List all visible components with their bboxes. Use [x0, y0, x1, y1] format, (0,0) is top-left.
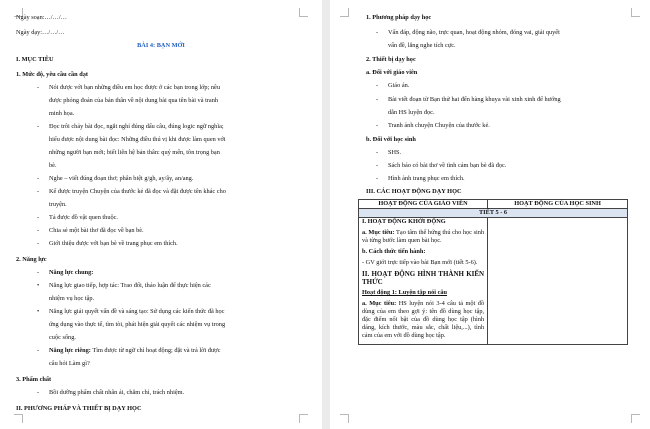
list-item: những người bạn mới; biết liên hệ bản thân: quý mến, tôn trọng bạn — [49, 149, 220, 156]
corner-mark — [299, 8, 308, 17]
list-item: Giáo án. — [388, 82, 410, 89]
table-row — [359, 218, 628, 345]
list-item-text: Tìm được từ ngữ chỉ hoạt động; đặt và trả lời được — [90, 347, 221, 354]
section-heading: I. MỤC TIÊU — [16, 56, 54, 63]
corner-mark — [340, 414, 349, 423]
activity-text: - GV giới trực tiếp vào bài Bạn mới (tiết 5-6). — [362, 259, 478, 266]
bullet-dash: - — [37, 188, 40, 195]
bullet-dash: - — [376, 122, 379, 129]
list-item: SHS. — [388, 149, 402, 156]
activity-heading: I. HOẠT ĐỘNG KHỞI ĐỘNG — [362, 218, 446, 225]
corner-mark — [631, 8, 640, 17]
list-item: được phỏng đoán của bản thân về nội dung bài qua tên bài và tranh — [49, 97, 219, 104]
table-cell-teacher — [359, 218, 488, 345]
list-item: hiểu được nội dung bài đọc: Những điều thú vị khi được làm quen với — [49, 136, 226, 143]
date-prepared: Ngày soạn:…/…/… — [16, 14, 67, 21]
bullet-dash: - — [376, 149, 379, 156]
bullet-dash: - — [37, 175, 40, 182]
list-item: câu hỏi Làm gì? — [49, 360, 90, 367]
objective-label: a. Mục tiêu: — [362, 229, 395, 236]
bullet-dash: - — [376, 162, 379, 169]
table-cell-student — [488, 218, 628, 345]
corner-mark — [340, 8, 349, 17]
subsection-heading: 2. Thiết bị dạy học — [366, 56, 416, 63]
activity-heading: II. HOẠT ĐỘNG HÌNH THÀNH KIẾN THỨC — [362, 270, 485, 286]
table-header-cell: HOẠT ĐỘNG CỦA GIÁO VIÊN — [359, 200, 488, 209]
activity-subheading: b. Cách thức tiến hành: — [362, 248, 426, 255]
corner-mark — [14, 414, 23, 423]
lesson-title: BÀI 4: BẠN MỚI — [137, 42, 185, 49]
list-item: Sách báo có bài thơ về tình cảm bạn bè đã đọc. — [388, 162, 507, 169]
bullet-dash: - — [376, 175, 379, 182]
list-item: Vấn đáp, động não, trực quan, hoạt động nhóm, đóng vai, giải quyết — [388, 29, 560, 36]
objective-label: a. Mục tiêu: — [362, 300, 397, 307]
section-heading: III. CÁC HOẠT ĐỘNG DẠY HỌC — [366, 188, 462, 195]
list-item: dẫn HS luyện đọc. — [388, 109, 435, 116]
list-item: Nghe – viết đúng đoạn thơ; phân biệt g/gh, ay/ây, an/ang. — [49, 175, 194, 182]
objective-text: Tạo tâm thế hứng thú cho học sinh và từng bước làm quen bài học. — [362, 229, 485, 244]
table-header-row — [359, 200, 628, 209]
bullet-dash: - — [37, 214, 40, 221]
list-item — [49, 347, 220, 355]
list-item: Kể được truyện Chuyện của thước kẻ đã đọc và đặt được tên khác cho — [49, 188, 226, 195]
list-item: truyện. — [49, 201, 67, 208]
bullet-dash: - — [37, 227, 40, 234]
list-item: Nói được với bạn những điều em học được ở các bạn trong lớp; nêu — [49, 84, 220, 91]
section-heading: II. PHƯƠNG PHÁP VÀ THIẾT BỊ DẠY HỌC — [16, 405, 142, 412]
list-item-label: Năng lực riêng: — [49, 347, 91, 354]
list-item-label: Năng lực chung: — [49, 269, 94, 276]
subsection-heading: 1. Mức độ, yêu cầu cần đạt — [16, 71, 88, 78]
bullet-dash: - — [37, 123, 40, 130]
list-item: Giới thiệu được với bạn bè về trang phục em thích. — [49, 240, 178, 247]
subsection-heading: 1. Phương pháp dạy học — [366, 14, 432, 21]
bullet-dash: - — [37, 347, 40, 354]
table-row — [359, 209, 628, 218]
bullet-dash: - — [376, 96, 379, 103]
subsection-heading: b. Đối với học sinh — [366, 136, 416, 143]
list-item: Hình ảnh trang phục em thích. — [388, 175, 465, 182]
subsection-heading: 3. Phẩm chất — [16, 376, 52, 383]
bullet-dash: - — [376, 29, 379, 36]
subsection-heading: 2. Năng lực — [16, 256, 47, 263]
bullet-dash: - — [376, 82, 379, 89]
list-item: Tranh ảnh chuyện Chuyện của thước kẻ. — [388, 122, 490, 129]
list-item: Bồi dưỡng phẩm chất nhân ái, chăm chỉ, trách nhiệm. — [49, 389, 185, 396]
list-item: nhiệm vụ học tập. — [49, 295, 95, 302]
list-item: Năng lực giao tiếp, hợp tác: Trao đổi, thảo luận để thực hiện các — [49, 282, 211, 289]
session-label: TIẾT 5 - 6 — [359, 209, 628, 218]
bullet-dash: - — [37, 240, 40, 247]
list-item: ứng dụng vào thực tế, tìm tòi, phát hiện giải quyết các nhiệm vụ trong — [49, 321, 226, 328]
bullet-dash: - — [37, 389, 40, 396]
bullet-dot: • — [37, 308, 40, 315]
activity-text — [362, 300, 484, 344]
list-item: Đọc trôi chảy bài đọc, ngắt nghỉ đúng dấu câu, đúng logic ngữ nghĩa; — [49, 123, 224, 130]
activity-text — [362, 229, 484, 245]
list-item: Năng lực giải quyết vấn đề và sáng tạo: Sử dụng các kiến thức đã học — [49, 308, 225, 315]
document-page-right — [330, 0, 650, 429]
lesson-activity-table — [358, 199, 628, 345]
list-item: Bài viết đoạn từ Bạn thử hai đến hàng khuya vài xinh xinh để hướng — [388, 96, 561, 103]
document-page-left — [0, 0, 322, 429]
corner-mark — [299, 414, 308, 423]
bullet-dash: - — [37, 84, 40, 91]
objective-text: HS luyện nói 3-4 câu tả một đồ dùng của em theo gợi ý: tên đồ dùng học tập, đặc điểm nổi bật của đồ dùng học tập (hình dáng, kích thước, màu sắc, chất liệu,...), tình cảm của em với đồ dùng học tập. — [362, 300, 485, 339]
bullet-dash: - — [37, 269, 40, 276]
table-header-cell: HOẠT ĐỘNG CỦA HỌC SINH — [488, 200, 628, 209]
corner-mark — [631, 414, 640, 423]
list-item: Tả được đồ vật quen thuộc. — [49, 214, 118, 221]
list-item: bè. — [49, 162, 57, 169]
activity-title: Hoạt động 1: Luyện tập nói câu — [362, 289, 448, 296]
list-item: cuộc sống. — [49, 334, 76, 341]
list-item: minh họa. — [49, 110, 75, 117]
date-taught: Ngày dạy:…/…/… — [16, 29, 65, 36]
list-item: vấn đề, lắng nghe tích cực. — [388, 42, 456, 49]
subsection-heading: a. Đối với giáo viên — [366, 69, 418, 76]
bullet-dot: • — [37, 282, 40, 289]
list-item: Chia sẻ một bài thơ đã đọc về bạn bè. — [49, 227, 144, 234]
